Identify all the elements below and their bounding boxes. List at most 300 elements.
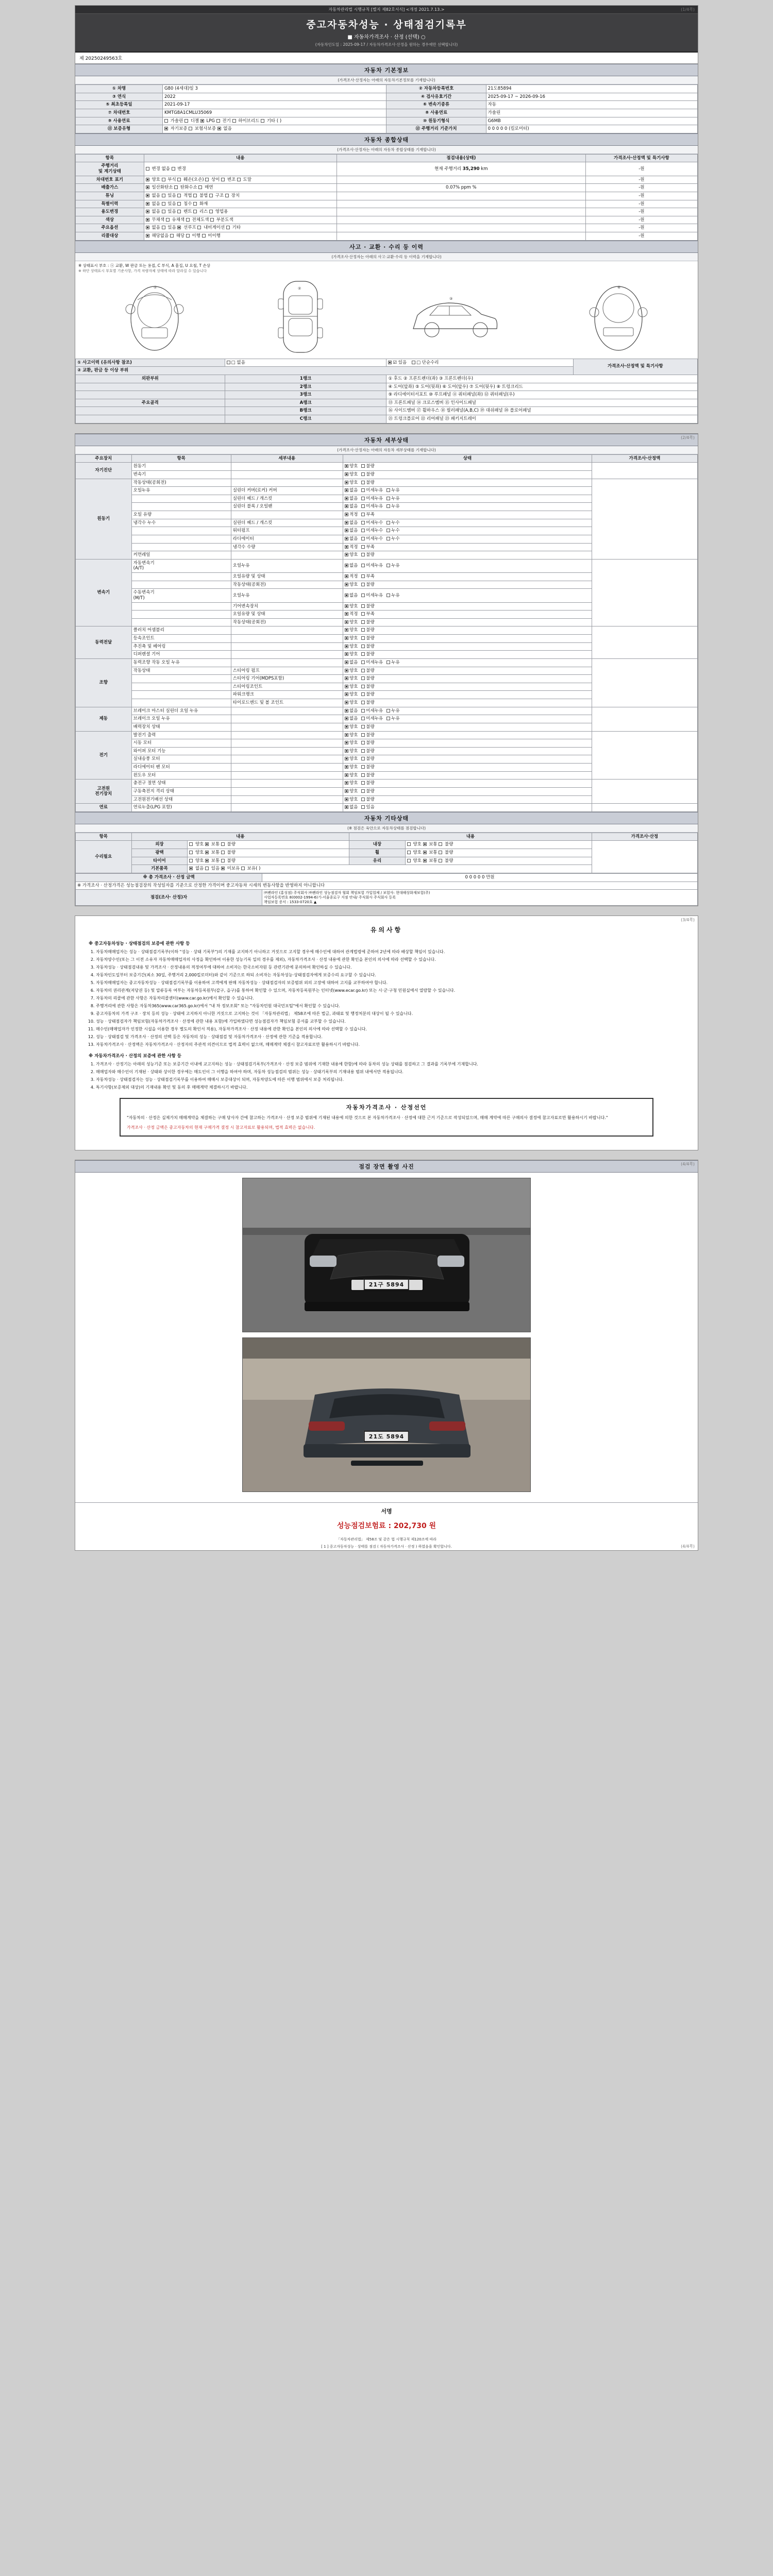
detail-state-option[interactable]: 누유 — [386, 563, 399, 569]
detail-item-name: 실내송풍 모터 — [131, 755, 231, 764]
detail-item-name: 원동기 — [131, 463, 231, 471]
detail-state-option[interactable]: 없음 — [345, 504, 358, 510]
detail-state-option[interactable]: 양호 — [345, 797, 358, 803]
page-mark-2: (2/4쪽) — [681, 435, 695, 440]
overall-item-content[interactable]: 없음 있음 침수 화재 — [144, 200, 337, 208]
detail-row — [76, 658, 698, 667]
basic-label: ⑨ 사용연료 — [76, 117, 163, 125]
detail-state-option[interactable]: 양호 — [345, 628, 358, 633]
notice-item: 9. 중고자동차의 가격 구조 · 장치 등의 성능 · 상태에 고지하지 아니한 거짓으로 고지하는 것이 「자동차관리법」 제58조에 따른 벌금, 과태료 및 행정처분의 대상이 될 수 있습니다. — [96, 1011, 684, 1017]
detail-state-option[interactable]: 미세누유 — [361, 504, 383, 510]
notice-item: 7. 자동차의 리콜에 관한 사항은 자동차리콜센터(www.car.go.kr)에서 확인할 수 있습니다. — [96, 995, 684, 1002]
accident-parts-row — [76, 399, 698, 407]
detail-state-option[interactable]: 양호 — [345, 604, 358, 609]
detail-state-option[interactable]: 불량 — [361, 756, 374, 762]
basic-label-2: ⑥ 변속기종류 — [386, 101, 486, 109]
accident-parts-row — [76, 415, 698, 423]
detail-item-name: 냉각수 누수 — [131, 519, 231, 527]
other-item-value[interactable]: 양호 보통 불량 — [188, 849, 349, 857]
detail-state-option[interactable]: 불량 — [361, 620, 374, 625]
detail-state-cell[interactable] — [343, 626, 592, 635]
detail-state-option[interactable]: 누유 — [386, 593, 399, 599]
other-header-row — [76, 833, 698, 841]
detail-sub-name — [231, 470, 343, 479]
detail-sub-name: 오일유량 및 상태 — [231, 611, 343, 619]
overall-item-state[interactable] — [337, 200, 585, 208]
insurance-fee — [75, 1517, 698, 1536]
detail-state-option[interactable]: 양호 — [345, 773, 358, 778]
detail-state-option[interactable]: 누수 — [386, 520, 399, 526]
detail-sub-name: 작동상태(공회전) — [231, 618, 343, 626]
detail-state-option[interactable]: 없음 — [345, 496, 358, 502]
detail-state-option[interactable]: 불량 — [361, 582, 374, 588]
detail-state-cell[interactable] — [343, 535, 592, 543]
base-items-value[interactable]: 없음 있음 미보유 보유( ) — [188, 865, 592, 873]
basic-label: ⑪ 보증유형 — [76, 125, 163, 133]
overall-item-name: 튜닝 — [76, 192, 144, 200]
detail-state-option[interactable]: 불량 — [361, 773, 374, 778]
detail-state-cell[interactable] — [343, 747, 592, 755]
svg-text:②: ② — [298, 286, 301, 291]
overall-item-state[interactable] — [337, 232, 585, 241]
detail-state-option[interactable]: 불량 — [361, 684, 374, 690]
other-item-value[interactable]: 양호 보통 불량 — [188, 841, 349, 849]
detail-state-cell[interactable] — [343, 699, 592, 707]
detail-state-option[interactable]: 누유 — [386, 660, 399, 666]
detail-state-option[interactable]: 누유 — [386, 708, 399, 714]
basic-value[interactable]: 가솔린 디젤 LPG 전기 하이브리드 기타 ( ) — [162, 117, 386, 125]
overall-row — [76, 224, 698, 232]
detail-state-cell[interactable] — [343, 739, 592, 748]
section-basic-note: (가격조사·산정자는 아래의 자동차기본정보를 기재합니다) — [75, 76, 698, 84]
basic-label-2: ⑩ 원동기형식 — [386, 117, 486, 125]
detail-state-cell[interactable] — [343, 551, 592, 560]
detail-state-cell[interactable] — [343, 642, 592, 651]
detail-state-option[interactable]: 양호 — [345, 749, 358, 754]
detail-state-option[interactable]: 없음 — [345, 708, 358, 714]
detail-sub-name — [231, 642, 343, 651]
detail-state-option[interactable]: 불량 — [361, 464, 374, 469]
detail-state-option[interactable]: 부족 — [361, 512, 374, 518]
detail-state-cell[interactable] — [343, 667, 592, 675]
detail-state-option[interactable]: 불량 — [361, 668, 374, 674]
detail-sub-name — [231, 779, 343, 788]
other-col-2: 내용 — [349, 833, 592, 841]
detail-state-cell[interactable] — [343, 487, 592, 495]
overall-item-content[interactable]: 무채색 유채색 전체도색 부분도색 — [144, 216, 337, 224]
accident-yes-option[interactable]: ☑ 있음 — [388, 360, 407, 366]
detail-state-option[interactable]: 있음 — [361, 805, 374, 810]
overall-item-name: 리콜대상 — [76, 232, 144, 241]
overall-row — [76, 192, 698, 200]
detail-state-cell[interactable] — [343, 527, 592, 535]
detail-state-option[interactable]: 불량 — [361, 652, 374, 657]
accident-part-list[interactable]: ① 후드 ② 프론트펜더(좌) ③ 프론트펜더(우) — [386, 375, 698, 383]
basic-value-2[interactable]: 0 0 0 0 0 (킬로미터) — [486, 125, 697, 133]
detail-state-option[interactable]: 없음 — [345, 660, 358, 666]
detail-state-option[interactable]: 누수 — [386, 536, 399, 542]
accident-part-rank: C랭크 — [225, 415, 386, 423]
accident-part-list[interactable]: ⑨ 라디에이터서포트 ⑩ 루프패널 ⑪ 쿼터패널(좌) ⑫ 쿼터패널(우) — [386, 391, 698, 399]
page-mark-4: (4/4쪽) — [681, 1162, 695, 1167]
detail-state-option[interactable]: 불량 — [361, 749, 374, 754]
detail-state-option[interactable]: 없음 — [345, 528, 358, 534]
detail-item-name: 동력조향 작동 오일 누유 — [131, 658, 231, 667]
detail-sub-name: 실린더 헤드 / 개스킷 — [231, 519, 343, 527]
overall-item-content[interactable]: 일산화탄소 탄화수소 매연 — [144, 184, 337, 192]
detail-item-name — [131, 527, 231, 535]
detail-state-option[interactable]: 미세누수 — [361, 520, 383, 526]
section-other-title: 자동차 기타상태 — [75, 812, 698, 824]
detail-state-option[interactable]: 양호 — [345, 740, 358, 746]
detail-state-option[interactable]: 없음 — [345, 536, 358, 542]
detail-item-name: 추진축 및 베어링 — [131, 642, 231, 651]
overall-item-state[interactable]: 0.07% ppm % — [337, 184, 585, 192]
detail-state-option[interactable]: 양호 — [345, 781, 358, 786]
detail-state-option[interactable]: 불량 — [361, 480, 374, 486]
overall-item-content[interactable]: 없음 있음 렌트 리스 영업용 — [144, 208, 337, 216]
detail-state-option[interactable]: 미세누유 — [361, 593, 383, 599]
detail-state-option[interactable]: 적정 — [345, 512, 358, 518]
detail-state-cell[interactable] — [343, 658, 592, 667]
detail-state-option[interactable]: 양호 — [345, 620, 358, 625]
accident-part-rank: 2랭크 — [225, 383, 386, 391]
inspector-info — [262, 890, 698, 906]
detail-state-cell[interactable] — [343, 559, 592, 572]
section-photos-title: 점검 장면 촬영 사진 — [75, 1160, 698, 1173]
section-overall-note: (가격조사·산정자는 아래의 자동차 종합상태를 기재합니다) — [75, 146, 698, 154]
detail-state-option[interactable]: 양호 — [345, 733, 358, 738]
detail-sub-name: 실린더 헤드 / 개스킷 — [231, 495, 343, 503]
detail-state-option[interactable]: 없음 — [345, 716, 358, 722]
detail-item-name: 브레이크 오일 누유 — [131, 715, 231, 723]
vehicle-rear-photo — [242, 1337, 531, 1492]
detail-state-option[interactable]: 양호 — [345, 692, 358, 698]
overall-item-content[interactable]: 양호 부식 훼손(오손) 상이 변조 도말 — [144, 176, 337, 184]
detail-state-cell[interactable] — [343, 723, 592, 731]
detail-state-cell[interactable] — [343, 581, 592, 589]
detail-state-option[interactable]: 부족 — [361, 612, 374, 617]
accident-part-rank: 3랭크 — [225, 391, 386, 399]
detail-row — [76, 779, 698, 788]
basic-value[interactable]: 자기보증 보험사보증 없음 — [162, 125, 386, 133]
detail-state-cell[interactable] — [343, 618, 592, 626]
detail-group-name: 원동기 — [76, 479, 132, 559]
detail-state-option[interactable]: 불량 — [361, 781, 374, 786]
notice-group-title: ※ 중고자동차성능 · 상태점검의 보증에 관한 사항 등 — [89, 941, 190, 947]
detail-state-cell[interactable] — [343, 683, 592, 691]
overall-item-content[interactable]: 없음 있음 적법 불법 구조 장치 — [144, 192, 337, 200]
detail-sub-name — [231, 463, 343, 471]
detail-state-option[interactable]: 누유 — [386, 488, 399, 494]
detail-state-cell[interactable] — [343, 779, 592, 788]
detail-state-option[interactable]: 없음 — [345, 488, 358, 494]
overall-item-state[interactable] — [337, 176, 585, 184]
detail-state-option[interactable]: 양호 — [345, 652, 358, 657]
detail-state-cell[interactable] — [343, 503, 592, 511]
detail-state-option[interactable]: 누유 — [386, 496, 399, 502]
detail-state-option[interactable]: 불량 — [361, 789, 374, 794]
detail-col-header: 세부내용 — [231, 454, 343, 463]
notice-item: 13. 자동차가격조사 · 산정액은 자동차가격조사 · 산정자의 주관적 의견이므로 법적 효력이 없으며, 매매계약 체결시 참고자료로만 활용하시기 바랍니다. — [96, 1042, 684, 1048]
accident-parts-row — [76, 383, 698, 391]
detail-state-cell[interactable] — [343, 771, 592, 779]
detail-state-option[interactable]: 양호 — [345, 724, 358, 730]
accident-history-options[interactable] — [225, 359, 386, 367]
detail-col-header: 항목 — [131, 454, 231, 463]
detail-state-option[interactable]: 양호 — [345, 644, 358, 650]
detail-sub-name: 오일유량 및 상태 — [231, 573, 343, 581]
accident-part-list[interactable]: ④ 도어(앞좌) ⑤ 도어(뒷좌) ⑥ 도어(앞우) ⑦ 도어(뒷우) ⑧ 트렁크리드 — [386, 383, 698, 391]
inspector-line-1: ㈜쎈라인 (홍성점) 주식회사 ㈜쎈라인 성능점검자 협회 책임보험 가입업체 / 보험사: 현대해상화재보험(주) — [264, 891, 430, 895]
page-mark: (1/4쪽) — [681, 7, 695, 12]
detail-state-option[interactable]: 없음 — [345, 593, 358, 599]
overall-col-header: 항목 — [76, 154, 144, 162]
detail-state-option[interactable]: 불량 — [361, 797, 374, 803]
detail-state-cell[interactable] — [343, 479, 592, 487]
overall-item-content[interactable]: 해당없음 해당 이행 미이행 — [144, 232, 337, 241]
detail-state-option[interactable]: 양호 — [345, 668, 358, 674]
accident-part-list[interactable]: ⑯ 사이드멤버 ⑰ 휠하우스 ⑱ 필러패널(A,B,C) ⑲ 대쉬패널 ⑳ 플로어패널 — [386, 407, 698, 415]
section-overall-title: 자동차 종합상태 — [75, 133, 698, 146]
detail-state-cell[interactable] — [343, 495, 592, 503]
detail-state-cell[interactable] — [343, 675, 592, 683]
detail-state-option[interactable]: 불량 — [361, 700, 374, 706]
detail-state-cell[interactable] — [343, 602, 592, 611]
overall-item-name: 용도변경 — [76, 208, 144, 216]
detail-state-option[interactable]: 양호 — [345, 676, 358, 682]
detail-state-option[interactable]: 불량 — [361, 472, 374, 478]
overall-item-note: -원 — [585, 162, 697, 176]
accident-part-group — [76, 407, 225, 415]
inspector-line-3: 책임보험 증서 : 1533-0720호 ▲ — [264, 900, 317, 904]
other-row — [76, 841, 698, 849]
detail-state-option[interactable]: 불량 — [361, 740, 374, 746]
detail-state-option[interactable]: 불량 — [361, 644, 374, 650]
detail-state-option[interactable]: 적정 — [345, 545, 358, 550]
overall-item-state[interactable] — [337, 208, 585, 216]
detail-sub-name: 스티어링 펌프 — [231, 667, 343, 675]
document-number-label: 제 — [79, 56, 84, 61]
page-4 — [75, 1160, 698, 1551]
detail-state-cell[interactable] — [343, 764, 592, 772]
detail-group-name: 고전원 전기장치 — [76, 779, 132, 804]
detail-sub-name — [231, 771, 343, 779]
detail-state-option[interactable]: 양호 — [345, 684, 358, 690]
detail-state-cell[interactable] — [343, 463, 592, 471]
detail-state-option[interactable]: 불량 — [361, 733, 374, 738]
detail-state-option[interactable]: 미세누유 — [361, 563, 383, 569]
detail-group-name: 제동 — [76, 707, 132, 731]
detail-sub-name — [231, 804, 343, 812]
accident-history-table — [75, 359, 698, 423]
accident-part-list[interactable]: ㉑ 트렁크플로어 ㉒ 리어패널 ㉓ 패키지트레이 — [386, 415, 698, 423]
detail-state-option[interactable]: 누유 — [386, 716, 399, 722]
other-col-0: 항목 — [76, 833, 132, 841]
detail-state-option[interactable]: 양호 — [345, 789, 358, 794]
overall-item-state[interactable] — [337, 224, 585, 232]
detail-state-cell[interactable] — [343, 691, 592, 699]
detail-state-option[interactable]: 양호 — [345, 700, 358, 706]
detail-state-option[interactable]: 미세누유 — [361, 496, 383, 502]
overall-item-content[interactable]: 변경 없음 변경 — [144, 162, 337, 176]
detail-state-option[interactable]: 양호 — [345, 582, 358, 588]
detail-state-option[interactable]: 양호 — [345, 480, 358, 486]
overall-item-note: -원 — [585, 208, 697, 216]
detail-state-cell[interactable] — [343, 795, 592, 804]
detail-state-option[interactable]: 양호 — [345, 552, 358, 558]
detail-state-option[interactable]: 적정 — [345, 574, 358, 580]
detail-price-cell — [592, 463, 697, 479]
other-item-value-2[interactable]: 양호 보통 불량 — [405, 857, 592, 865]
detail-state-cell[interactable] — [343, 755, 592, 764]
detail-state-option[interactable]: 누유 — [386, 504, 399, 510]
detail-state-table — [75, 454, 698, 812]
inspector-line-2: 사업자등록번호 8(0002-1994-6)기-서울종로구 지점 안내/ 주식회사 주식회사 등록 — [264, 895, 396, 900]
detail-sub-name: 파워크랭크 — [231, 691, 343, 699]
detail-item-name: 작동상태(공회전) — [131, 479, 231, 487]
detail-sub-name — [231, 755, 343, 764]
detail-state-cell[interactable] — [343, 731, 592, 739]
declaration-title: 자동차가격조사 · 산정선언 — [346, 1104, 427, 1111]
detail-state-option[interactable]: 불량 — [361, 724, 374, 730]
detail-state-option[interactable]: 누수 — [386, 528, 399, 534]
other-item-label-2: 휠 — [349, 849, 406, 857]
detail-state-option[interactable]: 부족 — [361, 545, 374, 550]
accident-parts-row — [76, 375, 698, 383]
detail-state-option[interactable]: 불량 — [361, 636, 374, 641]
basic-value-2[interactable]: 2025-09-17 ~ 2026-09-16 — [486, 93, 697, 101]
detail-state-option[interactable]: 불량 — [361, 628, 374, 633]
detail-state-option[interactable]: 불량 — [361, 676, 374, 682]
overall-item-content[interactable]: 없음 있음 선루프 내비게이션 기타 — [144, 224, 337, 232]
detail-state-option[interactable]: 없음 — [345, 563, 358, 569]
detail-item-name: 발전기 출력 — [131, 731, 231, 739]
detail-state-option[interactable]: 부족 — [361, 574, 374, 580]
detail-row — [76, 707, 698, 715]
detail-state-option[interactable]: 미세누수 — [361, 528, 383, 534]
other-item-value[interactable]: 양호 보통 불량 — [188, 857, 349, 865]
document-number-value: 20250249563호 — [85, 56, 123, 61]
overall-item-state[interactable] — [337, 192, 585, 200]
detail-state-option[interactable]: 불량 — [361, 765, 374, 770]
detail-price-cell — [592, 731, 697, 779]
detail-state-cell[interactable] — [343, 787, 592, 795]
basic-value-2[interactable]: 21도85894 — [486, 85, 697, 93]
basic-value[interactable]: 2022 — [162, 93, 386, 101]
inspector-label: 점검(조사· 산정)자 — [76, 890, 262, 906]
detail-item-name — [131, 573, 231, 581]
accident-part-list[interactable]: ⑬ 프론트패널 ⑭ 크로스멤버 ⑮ 인사이드패널 — [386, 399, 698, 407]
accident-parts-title: ② 교환, 판금 등 이상 부위 — [76, 367, 574, 375]
basic-value[interactable]: KMTG8A1CMLU35069 — [162, 109, 386, 117]
signature-title: 서명 — [75, 1502, 698, 1517]
detail-sub-name: 실린더 커버(로커) 커버 — [231, 487, 343, 495]
detail-item-name — [131, 495, 231, 503]
section-accident-note: (가격조사·산정자는 아래의 사고·교환·수리 등 이력을 기재합니다) — [75, 253, 698, 261]
detail-sub-name: 타이로드엔드 및 볼 조인트 — [231, 699, 343, 707]
detail-state-option[interactable]: 없음 — [345, 805, 358, 810]
detail-state-option[interactable]: 미세누수 — [361, 536, 383, 542]
detail-item-name — [131, 675, 231, 683]
detail-state-cell[interactable] — [343, 651, 592, 659]
detail-state-option[interactable]: 양호 — [345, 756, 358, 762]
detail-item-name — [131, 683, 231, 691]
accident-history-options2[interactable] — [386, 359, 573, 367]
detail-state-cell[interactable] — [343, 470, 592, 479]
overall-item-state[interactable] — [337, 216, 585, 224]
detail-state-option[interactable]: 없음 — [345, 520, 358, 526]
detail-state-cell[interactable] — [343, 715, 592, 723]
basic-value-2[interactable]: 가솔린 — [486, 109, 697, 117]
detail-state-option[interactable]: 미세누유 — [361, 708, 383, 714]
detail-state-option[interactable]: 불량 — [361, 604, 374, 609]
overall-item-note: -원 — [585, 232, 697, 241]
other-item-value-2[interactable]: 양호 보통 불량 — [405, 841, 592, 849]
basic-label-2: ④ 검사유효기간 — [386, 93, 486, 101]
notice-item: 12. 성능 · 상태점검 및 가격조사 · 산정의 선택 등은 자동차의 성능 · 상태점검 및 자동차가격조사 · 산정에 관한 기준을 적용합니다. — [96, 1034, 684, 1040]
detail-sub-name — [231, 747, 343, 755]
accident-none-option[interactable]: □ 없음 — [227, 360, 245, 366]
footnote-2: [ 1 ] 중고자동차성능 · 상태를 점검 ( 자동차가격조사 · 산정 ) 하였음을 확인합니다. — [321, 1545, 452, 1549]
accident-simple-option[interactable]: □ 단순수리 — [412, 360, 439, 366]
detail-state-cell[interactable] — [343, 519, 592, 527]
detail-state-cell[interactable] — [343, 589, 592, 602]
detail-state-cell[interactable] — [343, 804, 592, 812]
detail-state-option[interactable]: 양호 — [345, 636, 358, 641]
detail-state-cell[interactable] — [343, 511, 592, 519]
detail-sub-name: 라디에이터 — [231, 535, 343, 543]
detail-state-option[interactable]: 불량 — [361, 692, 374, 698]
detail-state-option[interactable]: 미세누유 — [361, 488, 383, 494]
basic-value[interactable]: G80 (4세대)일 3 — [162, 85, 386, 93]
detail-state-cell[interactable] — [343, 635, 592, 643]
declaration-red-text: 가격조사 · 산정 금액은 중고자동차의 현재 구매가격 결정 시 참고자료로 활용되며, 법적 효력은 없습니다. — [127, 1125, 315, 1130]
detail-state-option[interactable]: 양호 — [345, 472, 358, 478]
accident-part-group: 주요골격 — [76, 399, 225, 407]
basic-label: ⑦ 차대번호 — [76, 109, 163, 117]
accident-part-group — [76, 383, 225, 391]
section-other-note: (※ 점검은 육안으로 자동차상태를 점검합니다) — [75, 824, 698, 833]
overall-item-state[interactable]: 현재 주행거리 35,290 km — [337, 162, 585, 176]
detail-item-name: 오일 유량 — [131, 511, 231, 519]
detail-state-option[interactable]: 미세누유 — [361, 716, 383, 722]
other-item-value-2[interactable]: 양호 보통 불량 — [405, 849, 592, 857]
detail-state-option[interactable]: 미세누유 — [361, 660, 383, 666]
detail-state-option[interactable]: 양호 — [345, 464, 358, 469]
detail-state-cell[interactable] — [343, 707, 592, 715]
detail-state-option[interactable]: 불량 — [361, 552, 374, 558]
detail-state-cell[interactable] — [343, 573, 592, 581]
other-item-label: 외장 — [131, 841, 188, 849]
svg-text:①: ① — [153, 285, 157, 290]
notice-title: 유의사항 — [370, 926, 403, 934]
detail-state-option[interactable]: 적정 — [345, 612, 358, 617]
detail-sub-name: 작동상태(공회전) — [231, 581, 343, 589]
detail-state-option[interactable]: 양호 — [345, 765, 358, 770]
detail-sub-name — [231, 635, 343, 643]
page-3 — [75, 916, 698, 1150]
basic-value[interactable]: 2021-09-17 — [162, 101, 386, 109]
detail-col-header: 가격조사·산정액 — [592, 454, 697, 463]
detail-state-cell[interactable] — [343, 543, 592, 551]
basic-value-2[interactable]: 자동 — [486, 101, 697, 109]
detail-state-cell[interactable] — [343, 611, 592, 619]
basic-value-2[interactable]: G6MB — [486, 117, 697, 125]
detail-sub-name — [231, 651, 343, 659]
other-state-table — [75, 833, 698, 873]
document-subtitle: ■ 자동차가격조사 · 산정 (선택) ○ — [347, 35, 426, 40]
